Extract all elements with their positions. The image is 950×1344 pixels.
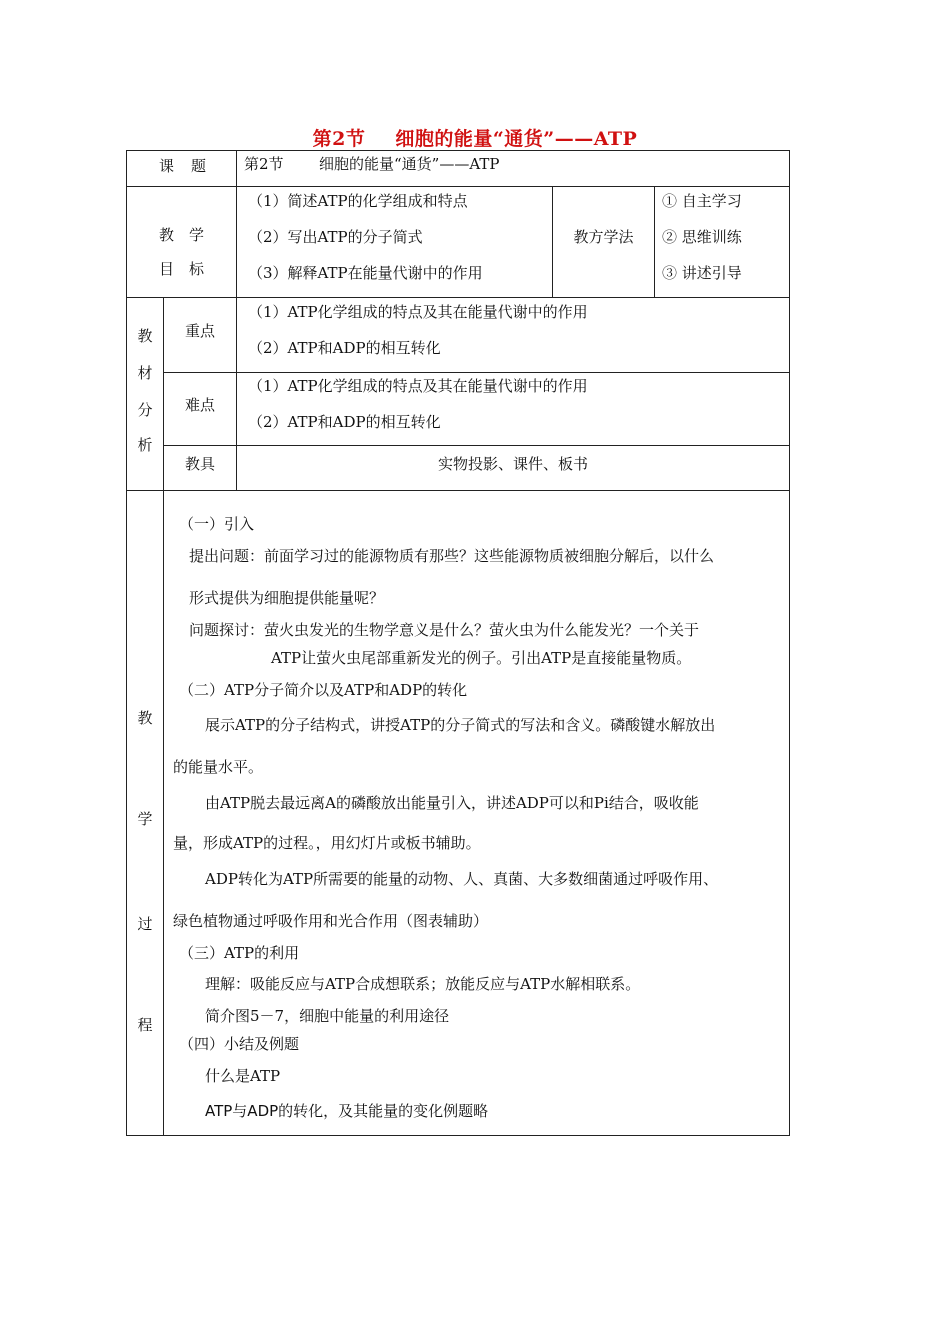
process-line: ATP与ADP的转化，及其能量的变化例题略 [205, 1102, 489, 1120]
difficulty-item: （1）ATP化学组成的特点及其在能量代谢中的作用 [248, 377, 588, 395]
process-label-char: 教 [137, 709, 153, 727]
lesson-plan-table [126, 150, 790, 1136]
method-item: ① 自主学习 [662, 192, 742, 210]
process-label-char: 学 [137, 810, 153, 828]
topic-label-char: 题 [191, 157, 207, 175]
row-divider [127, 490, 789, 491]
topic-label-char: 课 [159, 157, 175, 175]
goal-item: （1）简述ATP的化学组成和特点 [248, 192, 468, 210]
row-divider [127, 186, 789, 187]
tools-label: 教具 [184, 455, 215, 473]
document-title [0, 124, 950, 151]
col-divider [654, 186, 655, 297]
method-item: ② 思维训练 [662, 228, 742, 246]
key-point-item: （2）ATP和ADP的相互转化 [248, 339, 441, 357]
process-line: 绿色植物通过呼吸作用和光合作用（图表辅助） [173, 912, 489, 930]
process-line: 什么是ATP [205, 1067, 281, 1085]
process-heading: （四）小结及例题 [179, 1035, 300, 1053]
row-divider [163, 445, 789, 446]
analysis-label-char: 教 [137, 327, 153, 345]
row-divider [163, 372, 789, 373]
process-line: 提出问题：前面学习过的能源物质有那些？这些能源物质被细胞分解后，以什么 [189, 547, 715, 565]
row-divider [127, 297, 789, 298]
difficulty-item: （2）ATP和ADP的相互转化 [248, 413, 441, 431]
process-line: 的能量水平。 [173, 758, 264, 776]
process-line: ADP转化为ATP所需要的能量的动物、人、真菌、大多数细菌通过呼吸作用、 [205, 870, 719, 888]
process-line: ATP让萤火虫尾部重新发光的例子。引出ATP是直接能量物质。 [271, 649, 692, 667]
process-heading: （二）ATP分子简介以及ATP和ADP的转化 [179, 681, 468, 699]
process-label-char: 程 [137, 1016, 153, 1034]
process-heading: （三）ATP的利用 [179, 944, 300, 962]
analysis-label-char: 材 [137, 364, 153, 382]
goals-label-line1: 教 学 [159, 226, 205, 244]
method-item: ③ 讲述引导 [662, 264, 742, 282]
process-label-char: 过 [137, 915, 153, 933]
process-line: 展示ATP的分子结构式，讲授ATP的分子简式的写法和含义。磷酸键水解放出 [205, 716, 716, 734]
topic-value-number: 第2节 [244, 155, 284, 173]
col-divider [236, 151, 237, 297]
process-line: 简介图5－7，细胞中能量的利用途径 [205, 1007, 450, 1025]
process-heading: （一）引入 [179, 515, 255, 533]
title-section-number: 第2节 [312, 128, 366, 150]
process-line: 问题探讨：萤火虫发光的生物学意义是什么？萤火虫为什么能发光？一个关于 [189, 621, 700, 639]
title-text: 细胞的能量“通货”——ATP [395, 128, 638, 150]
goals-label-line2: 目 标 [159, 260, 205, 278]
tools-value: 实物投影、课件、板书 [437, 455, 588, 473]
key-points-label: 重点 [184, 322, 215, 340]
process-line: 理解：吸能反应与ATP合成想联系；放能反应与ATP水解相联系。 [205, 975, 641, 993]
process-line: 由ATP脱去最远离A的磷酸放出能量引入，讲述ADP可以和Pi结合，吸收能 [205, 794, 699, 812]
process-line: 量，形成ATP的过程。，用幻灯片或板书辅助。 [173, 834, 481, 852]
goal-item: （2）写出ATP的分子简式 [248, 228, 423, 246]
col-divider [163, 490, 164, 1136]
analysis-label-char: 析 [137, 436, 153, 454]
method-label: 教方学法 [573, 228, 634, 246]
goal-item: （3）解释ATP在能量代谢中的作用 [248, 264, 483, 282]
topic-value-text: 细胞的能量“通货”——ATP [319, 155, 500, 173]
difficulty-label: 难点 [184, 396, 215, 414]
key-point-item: （1）ATP化学组成的特点及其在能量代谢中的作用 [248, 303, 588, 321]
analysis-label-char: 分 [137, 401, 153, 419]
process-line: 形式提供为细胞提供能量呢？ [189, 589, 385, 607]
